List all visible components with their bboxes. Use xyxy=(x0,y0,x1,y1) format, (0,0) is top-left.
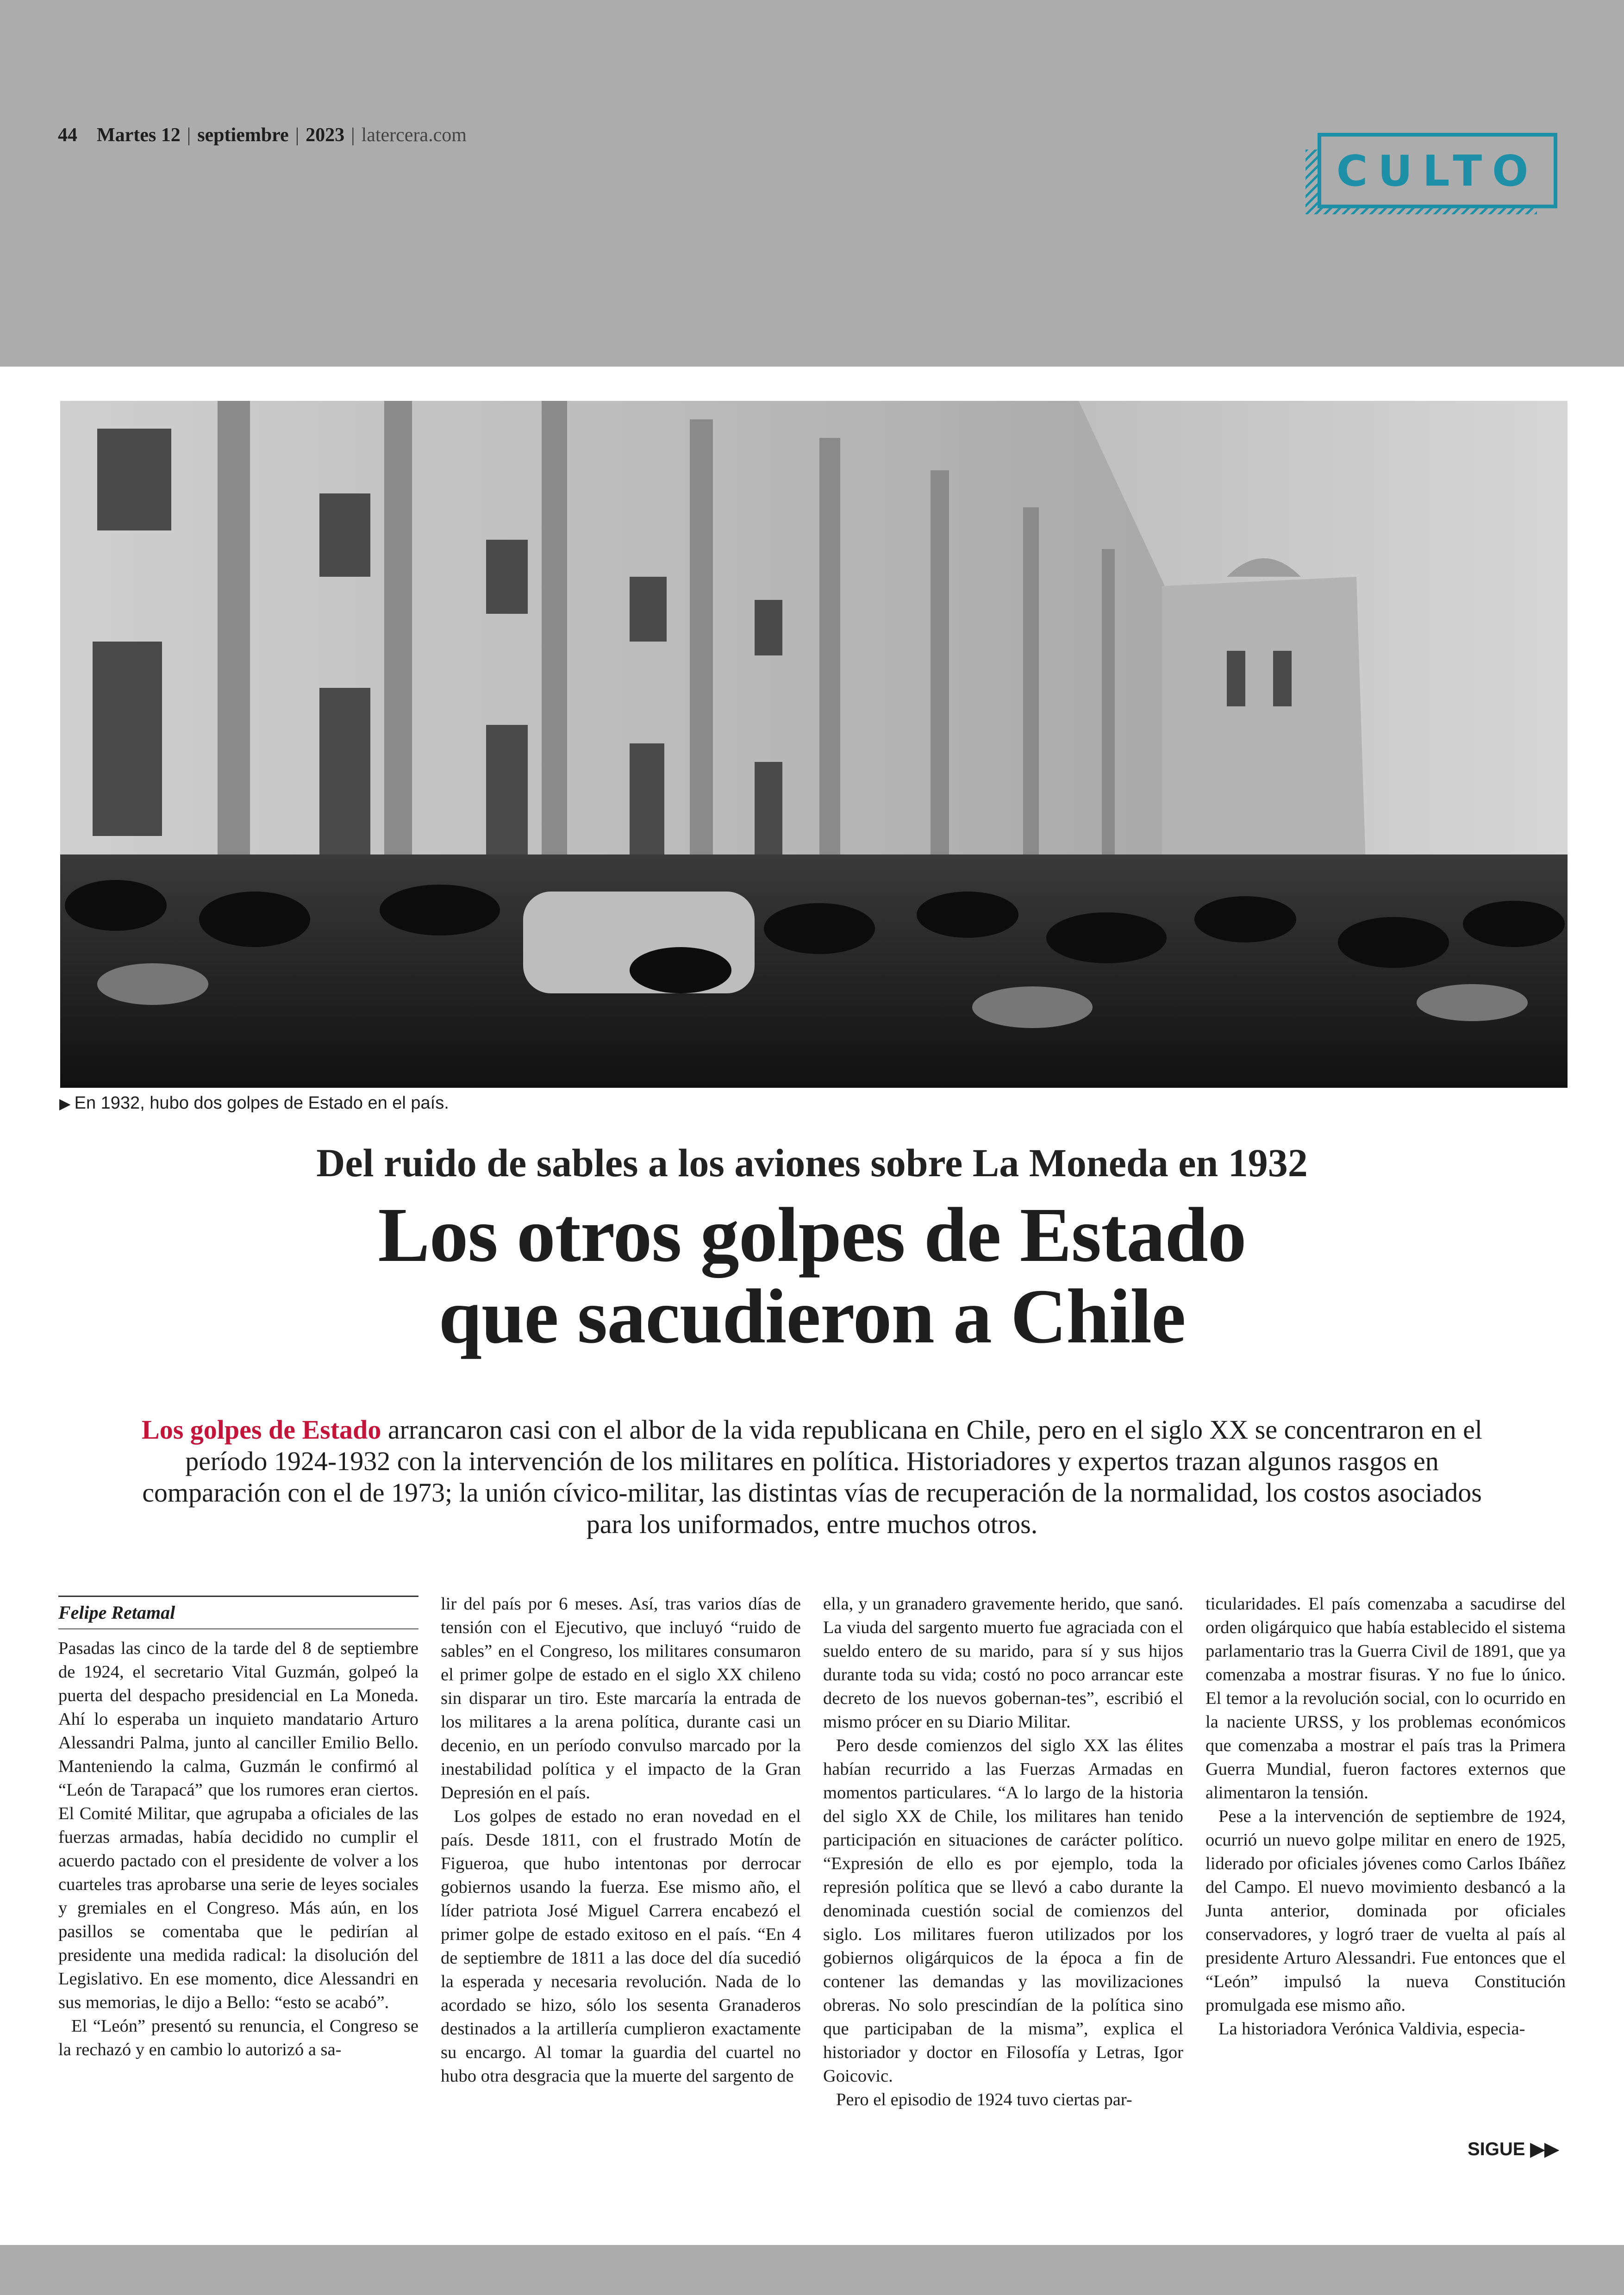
folio-year: 2023 xyxy=(306,125,345,146)
photo-caption xyxy=(59,1093,449,1113)
paragraph: Pero el episodio de 1924 tuvo ciertas par- xyxy=(836,2090,1132,2109)
paragraph: Pese a la intervención de septiembre de 1924, ocurrió un nuevo golpe militar en enero de 1925, liderado por oficiales jóvenes como Carlos Ibáñez del Campo. El nuevo movimiento desbancó a la Junta anterior, dominada por oficiales conservadores, y logró traer de vuelta al país al presidente Arturo Alessandri. Fue entonces que el “León” impulsó la nueva Constitución promulgada ese mismo año. xyxy=(1206,1807,1566,2015)
paragraph: ella, y un granadero gravemente herido, que sanó. La viuda del sargento muerto fue agraciada con el sueldo entero de su marido, para sí y sus hijos durante toda su vida; costó no poco arrancar este decreto de los nuevos gobernan-tes”, escribió el mismo prócer en su Diario Militar. xyxy=(823,1594,1183,1732)
continue-label: SIGUE xyxy=(1468,2139,1525,2159)
culto-logo-text: CULTO xyxy=(1336,146,1539,196)
folio-separator: | xyxy=(187,125,191,146)
body-column-4 xyxy=(1206,1592,1566,2041)
caption-arrow-icon: ▶ xyxy=(59,1095,71,1112)
folio-day: Martes 12 xyxy=(97,125,181,146)
double-arrow-right-icon: ▶▶ xyxy=(1530,2139,1559,2159)
footer-band xyxy=(0,2245,1624,2295)
byline-divider xyxy=(58,1628,418,1629)
folio-month: septiembre xyxy=(197,125,289,146)
culto-section-logo xyxy=(1305,131,1559,231)
page-number: 44 xyxy=(58,125,77,146)
paragraph: El “León” presentó su renuncia, el Congreso se la rechazó y en cambio lo autorizó a sa- xyxy=(58,2016,418,2059)
body-column-1 xyxy=(58,1637,418,2062)
body-column-2 xyxy=(441,1592,801,2088)
paragraph: ticularidades. El país comenzaba a sacudirse del orden oligárquico que había establecido el sistema parlamentario tras la Guerra Civil de 1891, que ya comenzaba a mostrar fisuras. Y no fue lo único. El temor a la revolución social, con lo ocurrido en la naciente URSS, y los problemas económicos que comenzaba a mostrar el país tras la Primera Guerra Mundial, fueron factores externos que alimentaron la tensión. xyxy=(1206,1594,1566,1802)
headline-line-1: Los otros golpes de Estado xyxy=(378,1192,1246,1278)
folio-separator: | xyxy=(351,125,355,146)
paragraph: La historiadora Verónica Valdivia, especia- xyxy=(1218,2019,1525,2039)
continue-link[interactable] xyxy=(1468,2139,1559,2160)
headline-line-2: que sacudieron a Chile xyxy=(438,1273,1186,1360)
byline: Felipe Retamal xyxy=(58,1596,418,1623)
lead-highlight: Los golpes de Estado xyxy=(142,1415,381,1445)
article-kicker: Del ruido de sables a los aviones sobre La Moneda en 1932 xyxy=(316,1141,1308,1185)
photo-caption-text: En 1932, hubo dos golpes de Estado en el país. xyxy=(74,1093,449,1113)
paragraph: Los golpes de estado no eran novedad en el país. Desde 1811, con el frustrado Motín de Figueroa, que hubo intentonas por derrocar gobiernos usando la fuerza. Ese mismo año, el líder patriota José Miguel Carrera encabezó el primer golpe de estado exitoso en el país. “En 4 de septiembre de 1811 a las doce del día sucedió la esperada y necesaria revolución. Nada de lo acordado se hizo, sólo los sesenta Granaderos destinados a la artillería cumplieron exactamente su encargo. Al tomar la guardia del cuartel no hubo otra desgracia que la muerte del sargento de xyxy=(441,1807,801,2086)
folio-separator: | xyxy=(295,125,300,146)
la-moneda-archive-photo xyxy=(60,401,1568,1088)
lead-text: arrancaron casi con el albor de la vida republicana en Chile, pero en el siglo XX se concentraron en el período 1924-1932 con la intervención de los militares en política. Historiadores y expertos trazan algunos rasgos en comparación con el de 1973; la unión cívico-militar, las distintas vías de recuperación de la normalidad, los costos asociados para los uniformados, entre muchos otros. xyxy=(142,1415,1482,1539)
folio-site: latercera.com xyxy=(361,125,467,146)
lead-photo xyxy=(60,401,1568,1088)
paragraph: Pasadas las cinco de la tarde del 8 de septiembre de 1924, el secretario Vital Guzmán, golpeó la puerta del despacho presidencial en La Moneda. Ahí lo esperaba un inquieto mandatario Arturo Alessandri Palma, junto al canciller Emilio Bello. Manteniendo la calma, Guzmán le confirmó al “León de Tarapacá” que los rumores eran ciertos. El Comité Militar, que agrupaba a oficiales de las fuerzas armadas, había decidido no cumplir el acuerdo pactado con el presidente de volver a los cuarteles tras aprobarse una serie de leyes sociales y gremiales en el Congreso. Más aún, en los pasillos se comentaba que le pedirían al presidente una medida radical: la disolución del Legislativo. En ese momento, dice Alessandri en sus memorias, le dijo a Bello: “esto se acabó”. xyxy=(58,1639,418,2012)
paragraph: Pero desde comienzos del siglo XX las élites habían recurrido a las Fuerzas Armadas en momentos particulares. “A lo largo de la historia del siglo XX de Chile, los militares han tenido participación en situaciones de carácter político. “Expresión de ello es por ejemplo, toda la represión política que se llevó a cabo durante la denominada cuestión social de comienzos del siglo. Los militares fueron utilizados por los gobiernos oligárquicos de la época a fin de contener las demandas y las movilizaciones obreras. No solo prescindían de la política sino que participaban de la misma”, explica el historiador y doctor en Filosofía y Letras, Igor Goicovic. xyxy=(823,1736,1183,2086)
folio xyxy=(58,124,467,146)
paragraph: lir del país por 6 meses. Así, tras varios días de tensión con el Ejecutivo, que incluyó “ruido de sables” en el Congreso, los militares consumaron el primer golpe de estado en el siglo XX chileno sin disparar un tiro. Este marcaría la entrada de los militares a la arena política, durante casi un decenio, en un período convulso marcado por la inestabilidad política y el impacto de la Gran Depresión en el país. xyxy=(441,1594,801,1802)
article-lead xyxy=(139,1414,1485,1540)
article-headline xyxy=(0,1192,1624,1360)
body-column-3 xyxy=(823,1592,1183,2112)
